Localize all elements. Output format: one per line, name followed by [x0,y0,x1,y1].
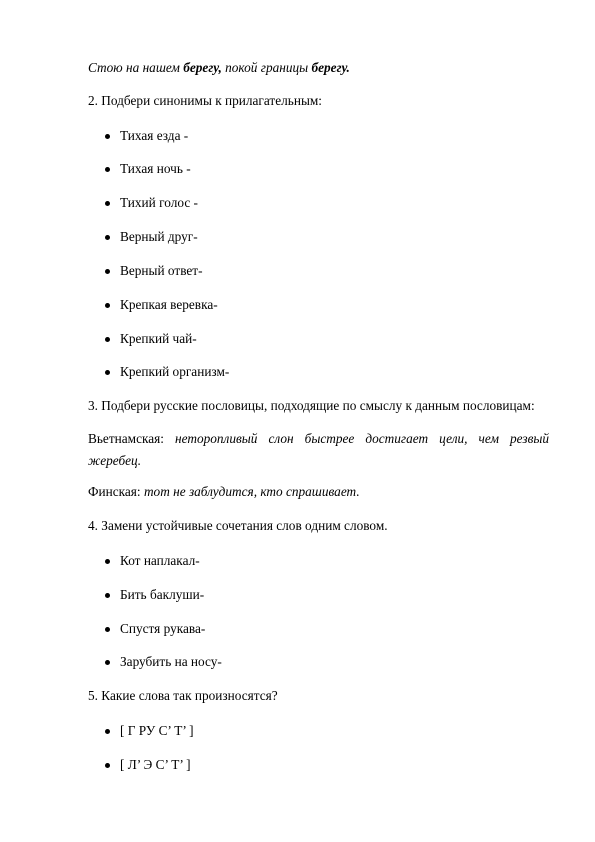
bullet-icon [105,269,110,274]
intro-part1: Стою на нашем [88,60,184,75]
finnish-text: тот не заблудится, кто спрашивает. [143,484,360,499]
list-item-text: Зарубить на носу- [120,654,222,669]
task4-heading: 4. Замени устойчивые сочетания слов одним словом. [88,518,388,533]
task2-heading: 2. Подбери синонимы к прилагательным: [88,93,322,108]
bullet-icon [105,134,110,139]
vietnamese-text: неторопливый слон быстрее достигает цели, чем резвый жеребец. [88,431,549,468]
bullet-icon [105,559,110,564]
bullet-icon [105,370,110,375]
bullet-icon [105,337,110,342]
list-item-text: Тихая езда - [120,128,189,143]
intro-part2: покой границы [221,60,312,75]
task3-heading: 3. Подбери русские пословицы, подходящие по смыслу к данным пословицам: [88,398,535,413]
bullet-icon [105,235,110,240]
bullet-icon [105,627,110,632]
bullet-icon [105,593,110,598]
list-item-text: Крепкий организм- [120,364,230,379]
bullet-icon [105,201,110,206]
list-item-text: Тихая ночь - [120,161,191,176]
list-item-text: [ Г РУ С’ Т’ ] [120,723,194,738]
finnish-label: Финская: [88,484,141,499]
list-item-text: Кот наплакал- [120,553,200,568]
vietnamese-proverb [88,428,549,472]
bullet-icon [105,167,110,172]
list-item-text: Тихий голос - [120,195,198,210]
list-item-text: Верный ответ- [120,263,203,278]
list-item-text: Бить баклуши- [120,587,205,602]
task5-heading: 5. Какие слова так произносятся? [88,688,278,703]
vietnamese-label: Вьетнамская: [88,431,164,446]
bullet-icon [105,303,110,308]
intro-bold2: берегу. [311,60,350,75]
intro-line [88,60,350,76]
list-item-text: Крепкий чай- [120,331,197,346]
bullet-icon [105,763,110,768]
intro-bold1: берегу, [183,60,222,75]
bullet-icon [105,660,110,665]
list-item-text: Верный друг- [120,229,198,244]
bullet-icon [105,729,110,734]
list-item-text: Крепкая веревка- [120,297,218,312]
finnish-proverb [88,484,360,500]
list-item-text: Спустя рукава- [120,621,206,636]
list-item-text: [ Л’ Э С’ Т’ ] [120,757,191,772]
